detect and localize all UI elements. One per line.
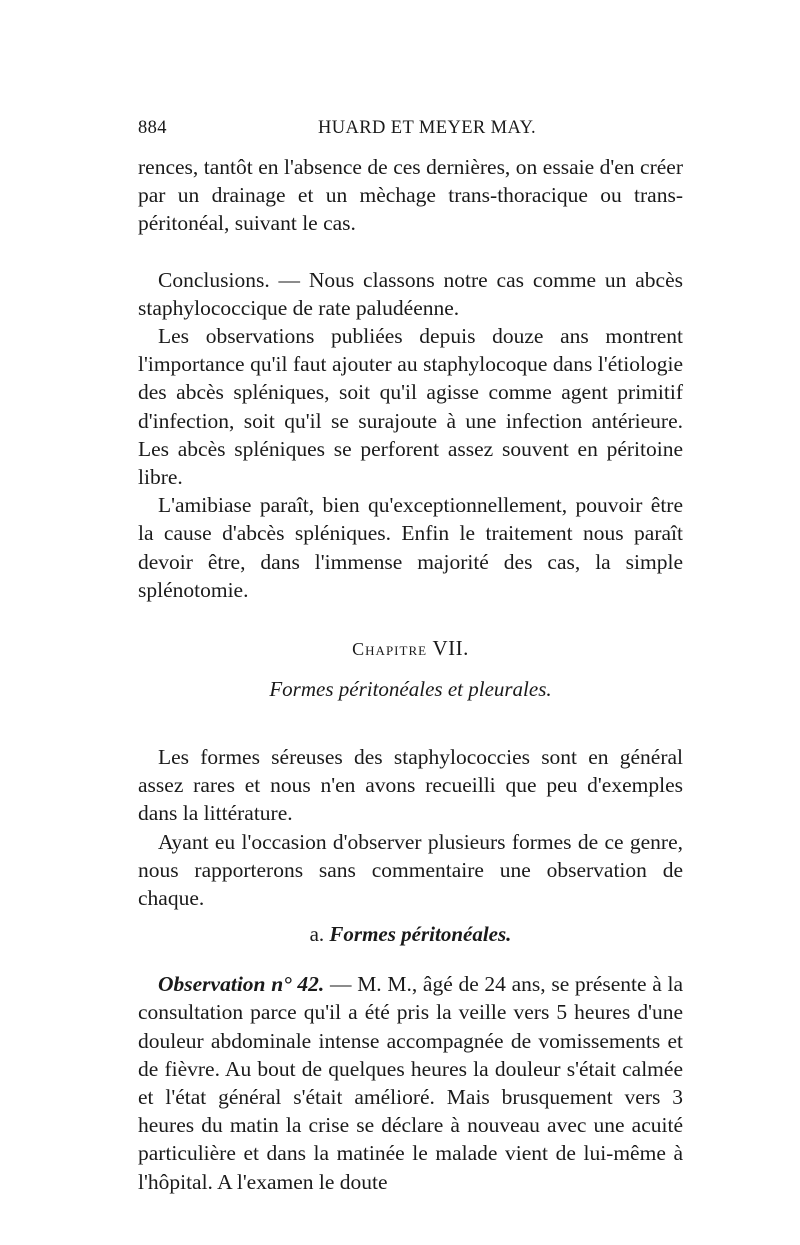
observation-text: — M. M., âgé de 24 ans, se présente à la consultation parce qu'il a été pris la veille vers 5 heures d'une douleur abdominale intense accompagnée de vomissements et de fièvre. Au bout de quelques heures la douleur s'était calmée et l'état général s'était amélioré. Mais brusquement vers 3 heures du matin la crise se déclare à nouveau avec une acuité particulière et dans la matinée le malade vient de lui-même à l'hôpital. A l'examen le doute — [138, 972, 683, 1194]
paragraph-occasion: Ayant eu l'occasion d'observer plusieurs formes de ce genre, nous rapporterons sans commentaire une observation de chaque. — [138, 829, 683, 911]
paragraph-amibiase: L'amibiase paraît, bien qu'exceptionnellement, pouvoir être la cause d'abcès spléniques. Enfin le traitement nous paraît devoir être, dans l'immense majorité des cas, la simple splénotomie. — [138, 493, 683, 602]
chapter-title: Formes péritonéales et pleurales. — [269, 677, 552, 702]
paragraph-formes-sereuses: Les formes séreuses des staphylococcies sont en général assez rares et nous n'en avons recueilli que peu d'exemples dans la littérature. — [138, 745, 683, 826]
subsection-heading — [138, 920, 683, 948]
chapter-number: VII. — [432, 636, 469, 661]
chapter-heading — [138, 634, 683, 663]
subsection-title: Formes péritonéales. — [329, 922, 512, 947]
observation-label: Observation n° 42. — [158, 972, 325, 997]
paragraph-observation-42 — [138, 970, 683, 1196]
paragraph-conclusions: Conclusions. — Nous classons notre cas comme un abcès staphylococcique de rate paludéenne. — [138, 267, 683, 320]
running-header — [138, 118, 683, 139]
paragraph-continuation: rences, tantôt en l'absence de ces dernières, on essaie d'en créer par un drainage et un mèchage trans-thoracique ou trans-péritonéal, suivant le cas. — [138, 155, 683, 236]
subsection-letter: a. — [309, 922, 325, 947]
running-title: HUARD ET MEYER MAY. — [318, 118, 536, 138]
chapter-label: Chapitre — [352, 639, 428, 660]
paragraph-gap — [138, 238, 683, 266]
paragraph-observations: Les observations publiées depuis douze ans montrent l'importance qu'il faut ajouter au staphylocoque dans l'étiologie des abcès spléniques, soit qu'il agisse comme agent primitif d'infection, soit qu'il se surajoute à une infection antérieure. Les abcès spléniques se perforent assez souvent en péritoine libre. — [138, 324, 683, 490]
page-number: 884 — [138, 118, 167, 138]
